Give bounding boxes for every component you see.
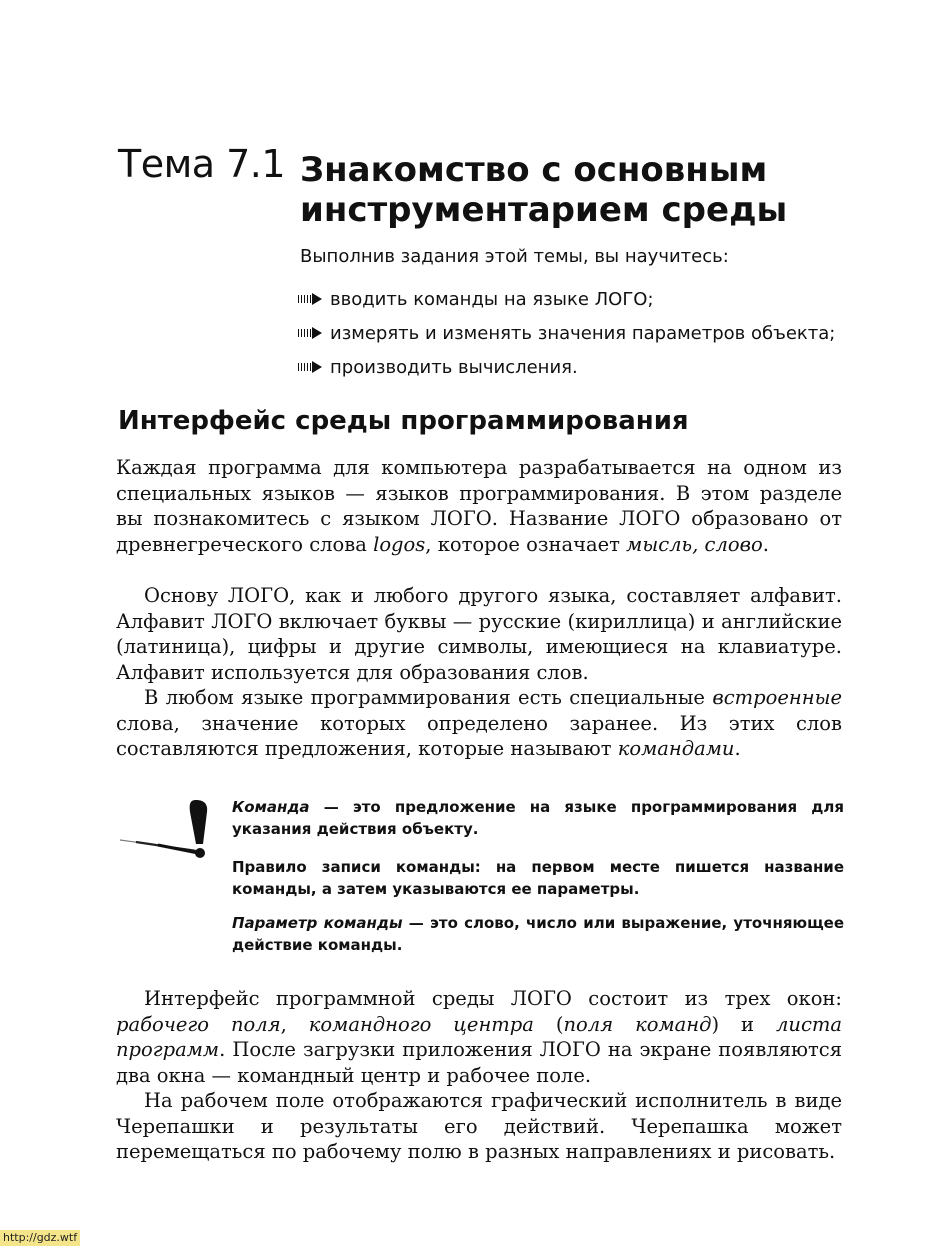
command-field-term: поля команд: [563, 1012, 712, 1036]
goal-text: измерять и изменять значения параметров объекта;: [330, 322, 836, 344]
learning-goals-list: [298, 282, 835, 384]
topic-title-line1: Знакомство с основным: [300, 150, 768, 190]
paragraph-alphabet: Основу ЛОГО, как и любого другого языка, составляет алфавит. Алфавит ЛОГО включает буквы — русские (кириллица) и английские (латиница), цифры и другие символы, имеющиеся на клавиатуре. Алфавит используется для образования слов.: [116, 584, 842, 684]
arrow-bullet-icon: [298, 360, 324, 374]
topic-number: Тема 7.1: [118, 142, 286, 186]
learning-goal-item: [298, 350, 835, 384]
paragraph-languages: Каждая программа для компьютера разрабатывается на одном из специальных языков — языков программирования. В этом разделе вы познакомитесь с языком ЛОГО. Название ЛОГО образовано от древнегреческого слова logos, которое означает мысль, слово.: [116, 456, 842, 556]
topic-title-line2: инструментарием среды: [300, 190, 788, 230]
goal-text: вводить команды на языке ЛОГО;: [330, 288, 654, 310]
logos-word: logos: [373, 532, 426, 556]
paragraph-turtle: На рабочем поле отображаются графический исполнитель в виде Черепашки и результаты его действий. Черепашка может перемещаться по рабочему полю в разных направлениях и рисовать.: [116, 1089, 842, 1163]
arrow-bullet-icon: [298, 326, 324, 340]
builtin-term: встроенные: [712, 686, 842, 709]
command-term: Команда: [232, 798, 310, 816]
learning-goals-intro: Выполнив задания этой темы, вы научитесь:: [300, 246, 729, 267]
section-heading: Интерфейс среды программирования: [118, 406, 689, 436]
parameter-term: Параметр команды: [232, 914, 403, 932]
paragraph-builtin-words: В любом языке программирования есть специальные встроенные слова, значение которых определено заранее. Из этих слов составляются предложения, которые называют командами.: [116, 686, 842, 760]
program-sheet-term: листа программ: [116, 1012, 842, 1061]
arrow-bullet-icon: [298, 292, 324, 306]
definition-command: Команда — это предложение на языке программирования для указания действия объекту.: [232, 798, 844, 838]
command-center-term: командного центра: [308, 1012, 534, 1036]
learning-goal-item: [298, 316, 835, 350]
commands-term: командами: [617, 737, 735, 760]
definition-rule: Правило записи команды: на первом месте пишется название команды, а затем указываются ее параметры.: [232, 858, 844, 898]
definition-parameter: Параметр команды — это слово, число или выражение, уточняющее действие команды.: [232, 914, 844, 954]
exclamation-note-icon: [118, 796, 218, 866]
topic-title: [300, 150, 900, 230]
work-field-term: рабочего поля: [116, 1012, 281, 1036]
paragraph-interface-windows: Интерфейс программной среды ЛОГО состоит из трех окон: рабочего поля, командного центра (поля команд) и листа программ. После загрузки приложения ЛОГО на экране появляются два окна — командный центр и рабочее поле.: [116, 987, 842, 1087]
learning-goal-item: [298, 282, 835, 316]
footer-watermark-link[interactable]: http://gdz.wtf: [0, 1230, 80, 1246]
goal-text: производить вычисления.: [330, 356, 578, 378]
meaning-words: мысль, слово: [626, 532, 763, 556]
